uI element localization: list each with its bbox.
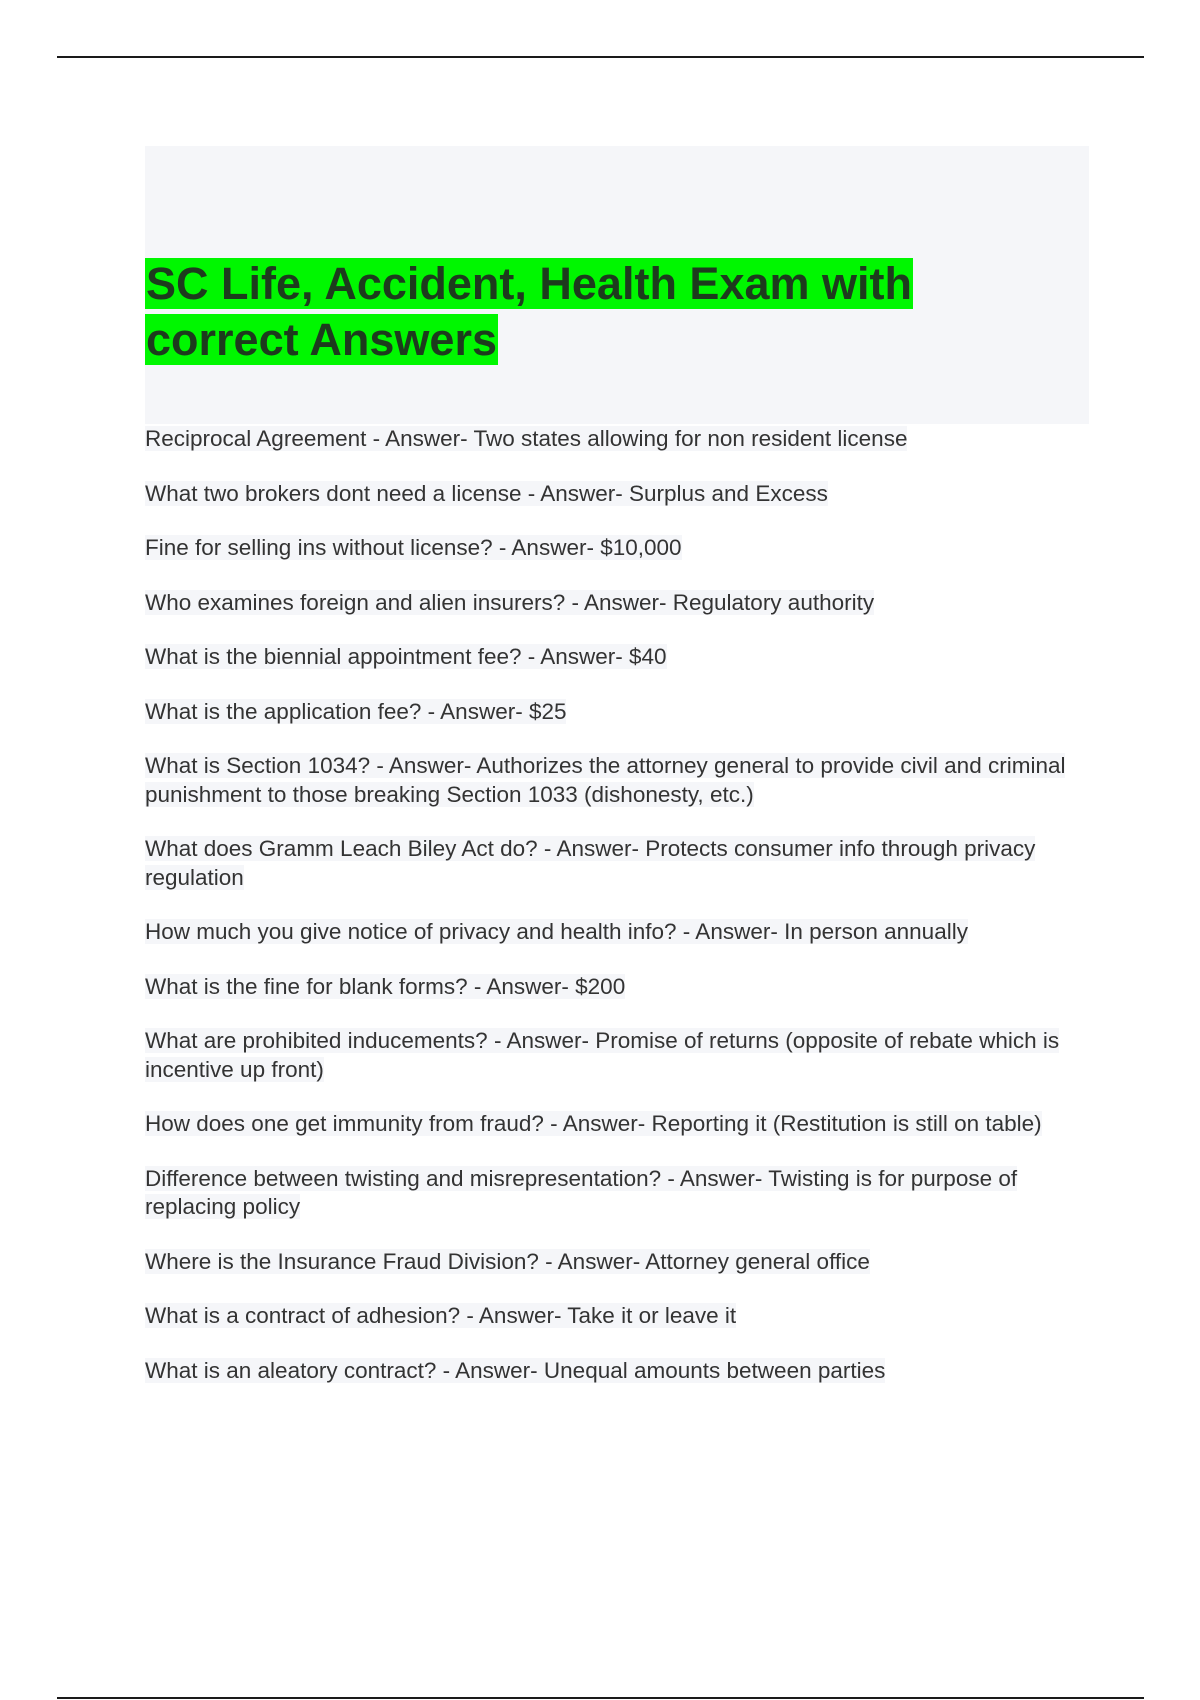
document-title: [145, 256, 985, 368]
qa-item: [145, 425, 1095, 454]
qa-item: [145, 835, 1095, 892]
qa-item: [145, 480, 1095, 509]
qa-text: Who examines foreign and alien insurers? - Answer- Regulatory authority: [145, 589, 875, 615]
title-highlight: SC Life, Accident, Health Exam with correct Answers: [146, 258, 912, 365]
qa-text: How much you give notice of privacy and health info? - Answer- In person annually: [145, 919, 968, 944]
qa-item: [145, 589, 1095, 618]
qa-item: [145, 973, 1095, 1002]
qa-item: [145, 1110, 1095, 1139]
qa-text: Fine for selling ins without license? - Answer- $10,000: [145, 535, 682, 560]
qa-item: [145, 534, 1095, 563]
qa-item: [145, 1027, 1095, 1084]
top-rule: [57, 56, 1144, 58]
qa-item: [145, 1357, 1095, 1386]
qa-text: What two brokers dont need a license - Answer- Surplus and Excess: [145, 480, 828, 506]
qa-text: What is a contract of adhesion? - Answer- Take it or leave it: [145, 1303, 737, 1328]
qa-item: [145, 1248, 1095, 1277]
qa-text: What does Gramm Leach Biley Act do? - Answer- Protects consumer info through privacy regulation: [145, 836, 1036, 890]
qa-item: [145, 1165, 1095, 1222]
qa-text: What is Section 1034? - Answer- Authorizes the attorney general to provide civil and criminal punishment to those breaking Section 1033 (dishonesty, etc.): [145, 753, 1066, 807]
qa-text: Difference between twisting and misrepresentation? - Answer- Twisting is for purpose of replacing policy: [145, 1165, 1018, 1219]
qa-item: [145, 643, 1095, 672]
qa-text: Where is the Insurance Fraud Division? - Answer- Attorney general office: [145, 1248, 870, 1274]
qa-text: What is an aleatory contract? - Answer- Unequal amounts between parties: [145, 1357, 886, 1383]
qa-text: Reciprocal Agreement - Answer- Two states allowing for non resident license: [145, 426, 908, 451]
qa-text: How does one get immunity from fraud? - Answer- Reporting it (Restitution is still on table): [145, 1111, 1042, 1136]
qa-text: What is the application fee? - Answer- $25: [145, 698, 567, 724]
qa-list: [145, 425, 1095, 1411]
bottom-rule: [57, 1697, 1144, 1699]
qa-item: [145, 752, 1095, 809]
qa-item: [145, 698, 1095, 727]
qa-item: [145, 1302, 1095, 1331]
qa-text: What are prohibited inducements? - Answer- Promise of returns (opposite of rebate which is incentive up front): [145, 1028, 1060, 1082]
qa-text: What is the fine for blank forms? - Answer- $200: [145, 973, 626, 999]
qa-text: What is the biennial appointment fee? - Answer- $40: [145, 644, 667, 669]
qa-item: [145, 918, 1095, 947]
